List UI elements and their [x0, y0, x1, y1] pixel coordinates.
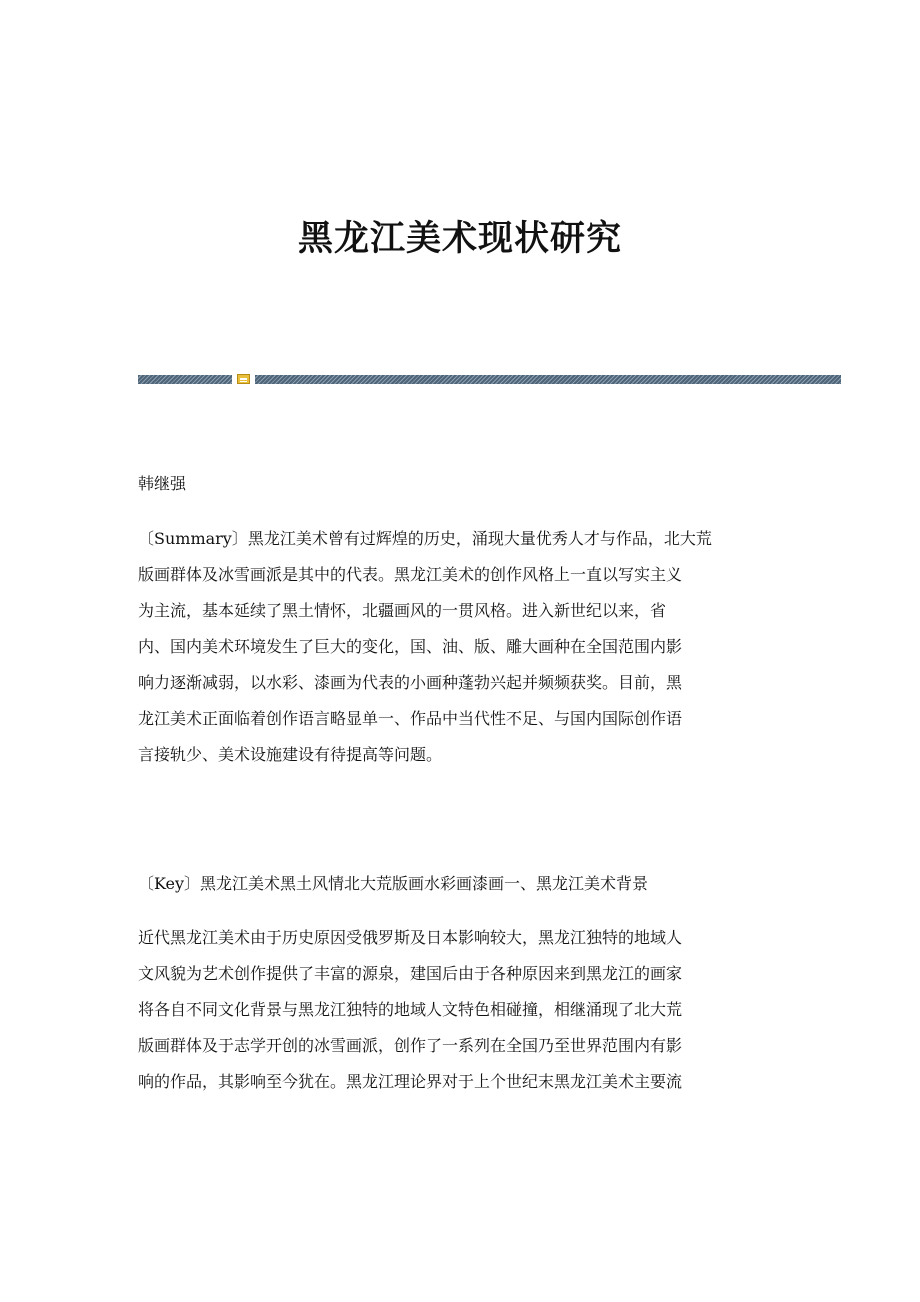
- summary-line: 〔Summary〕黑龙江美术曾有过辉煌的历史，涌现大量优秀人才与作品，北大荒: [138, 529, 712, 548]
- summary-line: 版画群体及冰雪画派是其中的代表。黑龙江美术的创作风格上一直以写实主义: [138, 565, 683, 584]
- title-divider: [138, 375, 841, 384]
- body-line: 文风貌为艺术创作提供了丰富的源泉，建国后由于各种原因来到黑龙江的画家: [138, 964, 683, 983]
- summary-line: 龙江美术正面临着创作语言略显单一、作品中当代性不足、与国内国际创作语: [138, 709, 683, 728]
- keywords-paragraph: [138, 866, 778, 902]
- summary-line: 言接轨少、美术设施建设有待提高等问题。: [138, 745, 443, 764]
- body-paragraph: [138, 920, 778, 1100]
- body-line: 响的作品，其影响至今犹在。黑龙江理论界对于上个世纪末黑龙江美术主要流: [138, 1072, 683, 1091]
- summary-line: 响力逐渐减弱，以水彩、漆画为代表的小画种蓬勃兴起并频频获奖。目前，黑: [138, 673, 683, 692]
- keywords-line: 〔Key〕黑龙江美术黑土风情北大荒版画水彩画漆画一、黑龙江美术背景: [138, 874, 649, 893]
- summary-paragraph: [138, 521, 778, 773]
- page-title: 黑龙江美术现状研究: [297, 218, 622, 259]
- summary-line: 为主流，基本延续了黑土情怀，北疆画风的一贯风格。进入新世纪以来，省: [138, 601, 667, 620]
- summary-line: 内、国内美术环境发生了巨大的变化，国、油、版、雕大画种在全国范围内影: [138, 637, 683, 656]
- author-name: 韩继强: [138, 474, 187, 493]
- divider-left-segment: [138, 375, 232, 384]
- body-line: 将各自不同文化背景与黑龙江独特的地域人文特色相碰撞，相继涌现了北大荒: [138, 1000, 683, 1019]
- body-line: 版画群体及于志学开创的冰雪画派，创作了一系列在全国乃至世界范围内有影: [138, 1036, 683, 1055]
- divider-right-segment: [255, 375, 841, 384]
- body-line: 近代黑龙江美术由于历史原因受俄罗斯及日本影响较大，黑龙江独特的地域人: [138, 928, 683, 947]
- ornament-icon: [237, 374, 250, 384]
